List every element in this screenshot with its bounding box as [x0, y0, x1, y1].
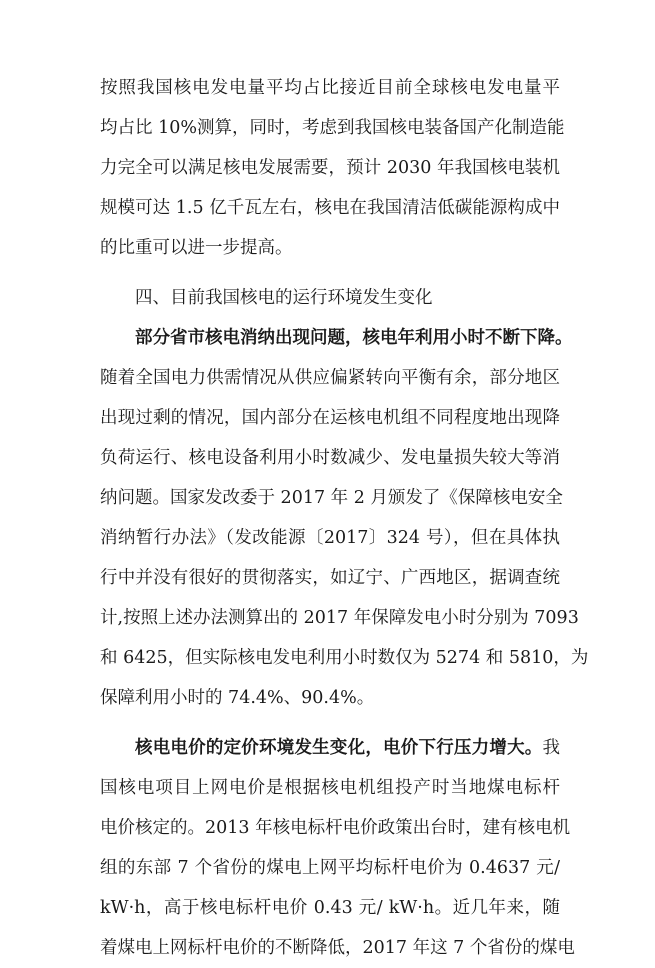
text-line: 的比重可以进一步提高。: [100, 238, 293, 258]
text-line: 电价核定的。2013 年核电标杆电价政策出台时，建有核电机: [100, 818, 571, 838]
text-line: 力完全可以满足核电发展需要，预计 2030 年我国核电装机: [100, 158, 560, 178]
text-line: 纳问题。国家发改委于 2017 年 2 月颁发了《保障核电安全: [100, 488, 563, 508]
paragraph-electricity-price: [100, 728, 575, 968]
lead-line: [100, 728, 560, 768]
document-page: [100, 68, 589, 968]
text-line: 国核电项目上网电价是根据核电机组投产时当地煤电标杆: [100, 778, 560, 798]
lead-rest: 我: [542, 738, 560, 758]
text-line: 随着全国电力供需情况从供应偏紧转向平衡有余，部分地区: [100, 368, 560, 388]
text-line: 按照我国核电发电量平均占比接近目前全球核电发电量平: [100, 78, 560, 98]
text-line: 着煤电上网标杆电价的不断降低，2017 年这 7 个省份的煤电: [100, 938, 575, 958]
spacer: [100, 718, 560, 728]
bold-lead-sentence: 核电电价的定价环境发生变化，电价下行压力增大。: [135, 738, 543, 758]
text-line: 计,按照上述办法测算出的 2017 年保障发电小时分别为 7093: [100, 608, 579, 628]
text-line: 和 6425，但实际核电发电利用小时数仅为 5274 和 5810，为: [100, 648, 589, 668]
text-line: 组的东部 7 个省份的煤电上网平均标杆电价为 0.4637 元/: [100, 858, 560, 878]
paragraph-nuclear-capacity: [100, 68, 565, 268]
text-line: 保障利用小时的 74.4%、90.4%。: [100, 688, 375, 708]
section-heading: 四、目前我国核电的运行环境发生变化: [135, 288, 433, 308]
paragraph-consumption-issues: [100, 358, 589, 718]
text-line: 均占比 10%测算，同时，考虑到我国核电装备国产化制造能: [100, 118, 565, 138]
spacer: [100, 268, 560, 278]
text-line: kW·h，高于核电标杆电价 0.43 元/ kW·h。近几年来，随: [100, 898, 560, 918]
text-line: 规模可达 1.5 亿千瓦左右，核电在我国清洁低碳能源构成中: [100, 198, 560, 218]
bold-subheading: 部分省市核电消纳出现问题，核电年利用小时不断下降。: [135, 328, 573, 348]
text-line: 出现过剩的情况，国内部分在运核电机组不同程度地出现降: [100, 408, 560, 428]
text-line: 行中并没有很好的贯彻落实，如辽宁、广西地区，据调查统: [100, 568, 560, 588]
text-line: 消纳暂行办法》（发改能源〔2017〕324 号），但在具体执: [100, 528, 560, 548]
text-line: 负荷运行、核电设备利用小时数减少、发电量损失较大等消: [100, 448, 560, 468]
